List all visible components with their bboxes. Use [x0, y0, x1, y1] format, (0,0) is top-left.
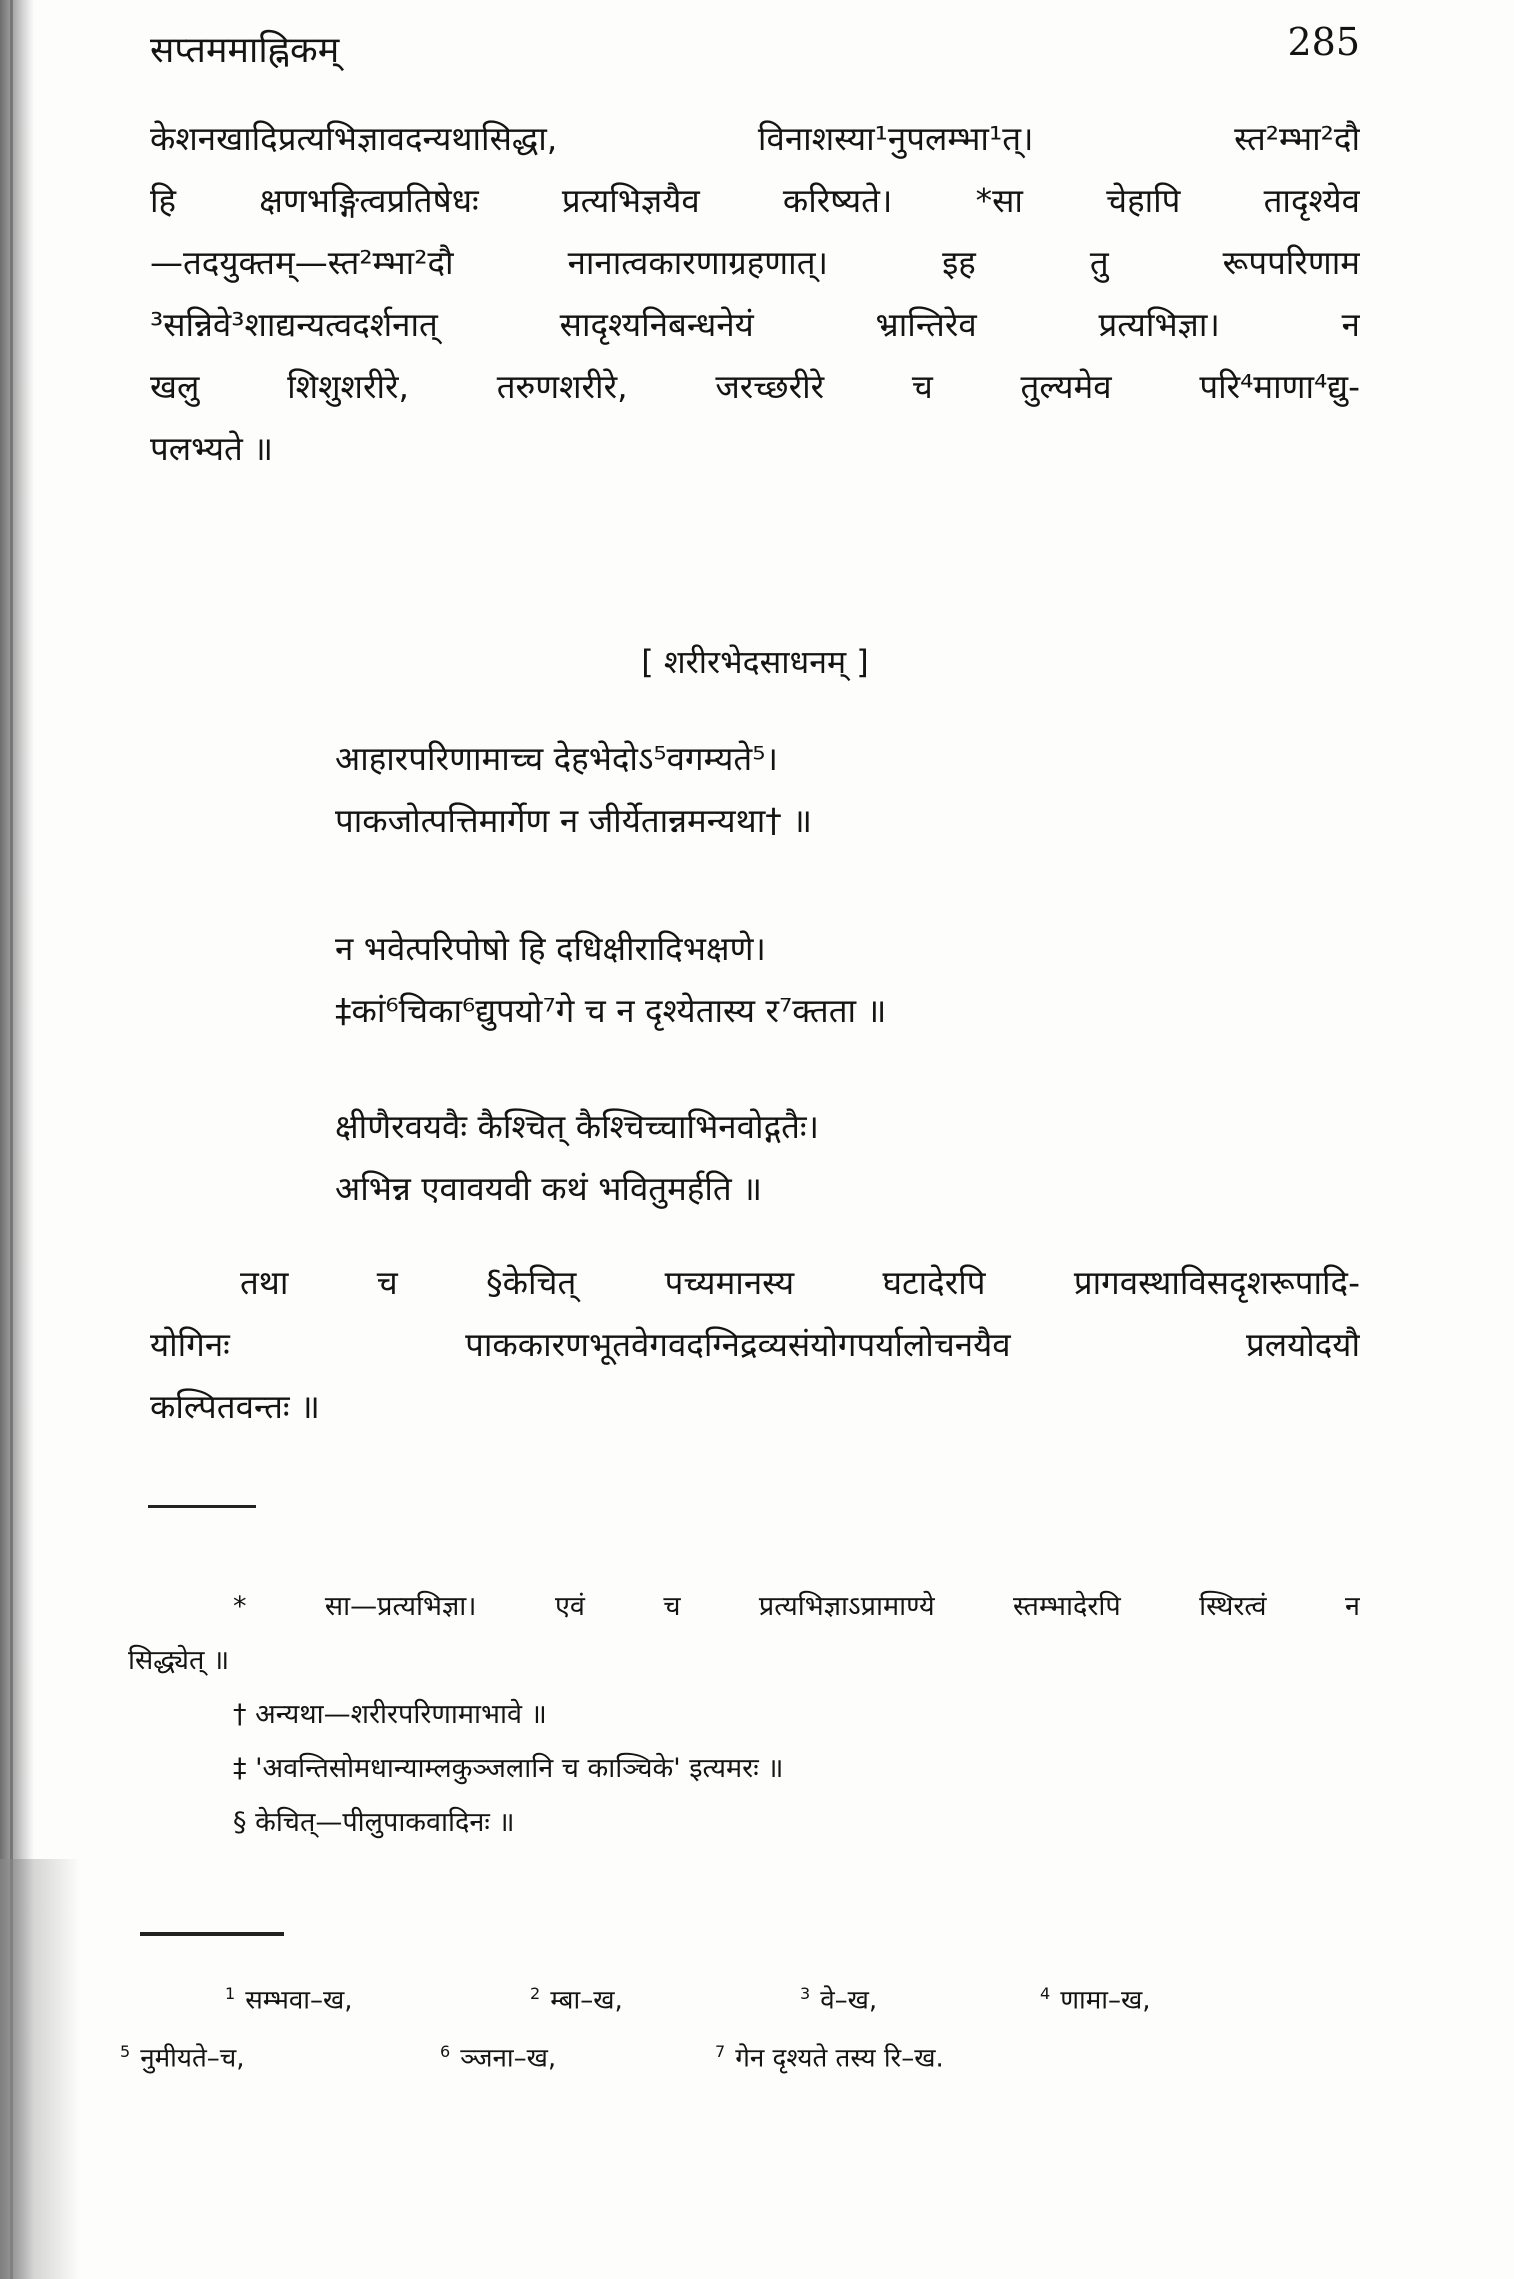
variant-text: गेन दृश्यते तस्य रि–ख.: [735, 2043, 944, 2074]
variant-text: सम्भवा–ख,: [245, 1985, 353, 2016]
footnote-separator: [148, 1505, 256, 1508]
verse-2: [335, 918, 1235, 1042]
text-line: तथा च §केचित् पच्यमानस्य घटादेरपि प्रागवस्थाविसदृशरूपादि-: [240, 1263, 1360, 1302]
verse-3: [335, 1096, 1235, 1220]
variant-number: 5: [120, 2042, 131, 2061]
variant-text: णामा–ख,: [1060, 1985, 1151, 2016]
footnotes: [128, 1580, 1360, 1850]
variant-text: वे–ख,: [820, 1985, 878, 2016]
variant-readings: [120, 1965, 1360, 2081]
variant-row: [120, 2023, 1360, 2081]
paragraph-1: [150, 108, 1360, 480]
variant-number: 2: [530, 1984, 541, 2003]
section-heading: [ शरीरभेदसाधनम् ]: [641, 643, 869, 681]
verse-line: अभिन्न एवावयवी कथं भवितुमर्हति ॥: [335, 1169, 762, 1208]
variant-number: 1: [225, 1984, 236, 2003]
variant-reading: [800, 1965, 877, 2030]
verse-line: न भवेत्परिपोषो हि दधिक्षीरादिभक्षणे।: [335, 929, 766, 968]
variant-text: ञ्जना–ख,: [460, 2043, 557, 2074]
variant-reading: [440, 2023, 556, 2088]
text-line: —तदयुक्तम्—स्त²म्भा²दौ नानात्वकारणाग्रहणात्। इह तु रूपपरिणाम: [150, 243, 1360, 282]
paragraph-2: [150, 1252, 1360, 1438]
variant-reading: [225, 1965, 353, 2030]
text-line: पलभ्यते ॥: [150, 429, 274, 468]
variant-number: 4: [1040, 1984, 1051, 2003]
verse-line: क्षीणैरवयवैः कैश्चित् कैश्चिच्चाभिनवोद्गतैः।: [335, 1107, 820, 1146]
text-line: कल्पितवन्तः ॥: [150, 1387, 320, 1426]
footnote-line: सिद्ध्येत् ॥: [128, 1645, 230, 1676]
text-line: ³सन्निवे³शाद्यन्यत्वदर्शनात् सादृश्यनिबन्धनेयं भ्रान्तिरेव प्रत्यभिज्ञा। न: [150, 305, 1360, 344]
running-head: सप्तममाह्निकम्: [150, 30, 340, 71]
text-line: केशनखादिप्रत्यभिज्ञावदन्यथासिद्धा, विनाशस्या¹नुपलम्भा¹त्। स्त²म्भा²दौ: [150, 119, 1360, 158]
footnote-line: ‡ 'अवन्तिसोमधान्याम्लकुञ्जलानि च काञ्चिके' इत्यमरः ॥: [233, 1753, 784, 1784]
text-line: योगिनः पाककारणभूतवेगवदग्निद्रव्यसंयोगपर्यालोचनयैव प्रलयोदयौ: [150, 1325, 1360, 1364]
variant-reading: [1040, 1965, 1151, 2030]
variant-reading: [530, 1965, 623, 2030]
page-header: [150, 20, 1360, 80]
variant-number: 7: [715, 2042, 726, 2061]
variant-text: म्बा–ख,: [550, 1985, 623, 2016]
text-line: खलु शिशुशरीरे, तरुणशरीरे, जरच्छरीरे च तुल्यमेव परि⁴माणा⁴द्यु-: [150, 367, 1360, 406]
binding-shadow-bottom: [0, 1859, 80, 2279]
verse-line: आहारपरिणामाच्च देहभेदोऽ⁵वगम्यते⁵।: [335, 739, 778, 778]
variant-text: नुमीयते–च,: [140, 2043, 245, 2074]
variant-number: 6: [440, 2042, 451, 2061]
variant-reading: [120, 2023, 245, 2088]
text-line: हि क्षणभङ्गित्वप्रतिषेधः प्रत्यभिज्ञयैव करिष्यते। *सा चेहापि तादृश्येव: [150, 181, 1360, 220]
variants-separator: [140, 1932, 284, 1936]
footnote-line: § केचित्—पीलुपाकवादिनः ॥: [233, 1807, 515, 1838]
variant-number: 3: [800, 1984, 811, 2003]
page-number: 285: [1287, 20, 1360, 64]
verse-line: ‡कां⁶चिका⁶द्युपयो⁷गे च न दृश्येतास्य र⁷क्तता ॥: [335, 991, 887, 1030]
footnote-line: † अन्यथा—शरीरपरिणामाभावे ॥: [233, 1699, 547, 1730]
verse-1: [335, 728, 1235, 852]
footnote-line: * सा—प्रत्यभिज्ञा। एवं च प्रत्यभिज्ञाऽप्रामाण्ये स्तम्भादेरपि स्थिरत्वं न: [233, 1591, 1360, 1622]
verse-line: पाकजोत्पत्तिमार्गेण न जीर्येतान्नमन्यथा† ॥: [335, 801, 813, 840]
variant-reading: [715, 2023, 944, 2088]
variant-row: [120, 1965, 1360, 2023]
